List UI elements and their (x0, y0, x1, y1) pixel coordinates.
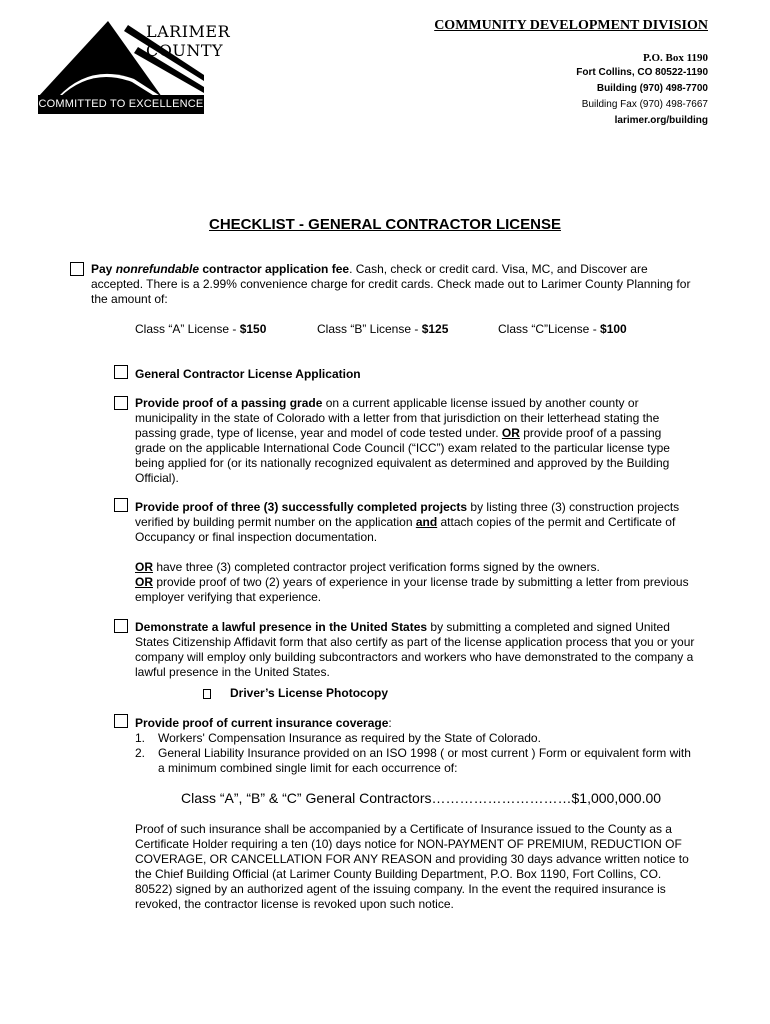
application-label: General Contractor License Application (135, 367, 361, 381)
checkbox-insurance[interactable] (114, 714, 128, 728)
checkbox-application[interactable] (114, 365, 128, 379)
checkbox-drivers-license[interactable] (203, 689, 211, 699)
logo-line-2: COUNTY (146, 41, 224, 60)
logo-line-1: LARIMER (146, 22, 231, 41)
website: larimer.org/building (614, 115, 708, 126)
lawful-presence-text: Demonstrate a lawful presence in the United States by submitting a completed and signed United States Citizenship Affidavit form that also certify as part of the license application process that you or your company will employ only building subcontractors and workers who have demonstrated to the company a lawful presence in the United States. (135, 620, 695, 679)
checkbox-projects[interactable] (114, 498, 128, 512)
class-a-fee: Class “A” License - $150 (135, 322, 267, 336)
class-b-fee: Class “B” License - $125 (317, 322, 449, 336)
class-c-fee: Class “C”License - $100 (498, 322, 627, 336)
passing-grade-text: Provide proof of a passing grade on a current applicable license issued by another county or municipality in the state of Colorado with a letter from that jurisdiction on their letterhead stating the passing grade, type of license, year and model of code tested under. OR provide proof of a passing grade on the applicable International Code Council (“ICC”) exam related to the particular license type being applied for (or its nationally recognized equivalent as determined and approved by the Building Official). (135, 396, 670, 485)
checkbox-fee[interactable] (70, 262, 84, 276)
insurance-item-2: General Liability Insurance provided on an ISO 1998 ( or most current ) Form or equivalent form with a minimum combined single limit for each occurrence of: (158, 746, 691, 775)
insurance-item-1: Workers' Compensation Insurance as required by the State of Colorado. (158, 731, 541, 745)
drivers-license-label: Driver’s License Photocopy (230, 686, 389, 700)
checkbox-lawful-presence[interactable] (114, 619, 128, 633)
po-box: P.O. Box 1190 (643, 52, 708, 64)
projects-text: Provide proof of three (3) successfully completed projects by listing three (3) construction projects verified by building permit number on the application and attach copies of the permit and Certificate of Occupancy or final inspection documentation. (135, 500, 680, 544)
insurance-heading: Provide proof of current insurance coverage: (135, 716, 392, 730)
building-fax: Building Fax (970) 498-7667 (581, 99, 708, 110)
page-title: CHECKLIST - GENERAL CONTRACTOR LICENSE (209, 216, 561, 233)
checkbox-passing-grade[interactable] (114, 396, 128, 410)
insurance-item-2-number: 2. (135, 746, 146, 760)
insurance-item-1-number: 1. (135, 731, 146, 745)
insurance-limit: Class “A”, “B” & “C” General Contractors…………………………$1,000,000.00 (181, 790, 662, 806)
insurance-proof-text: Proof of such insurance shall be accompanied by a Certificate of Insurance issued to the County as a Certificate Holder requiring a ten (10) days notice for NON-PAYMENT OF PREMIUM, REDUCTION OF COVERAGE, OR CANCELLATION FOR ANY REASON and providing 30 days advance written notice to the Chief Building Official (at Larimer County Building Department, P.O. Box 1190, Fort Collins, CO. 80522) signed by an authorized agent of the issuing company. In the event the required insurance is revoked, the contractor license is revoked upon such notice. (135, 822, 689, 911)
division-heading: COMMUNITY DEVELOPMENT DIVISION (434, 18, 708, 33)
projects-alternatives: OR have three (3) completed contractor project verification forms signed by the owners. OR provide proof of two (2) years of experience in your license trade by submitting a letter from previous employer verifying that experience. (135, 560, 689, 604)
logo-tagline: COMMITTED TO EXCELLENCE (38, 95, 204, 114)
city-address: Fort Collins, CO 80522-1190 (576, 67, 708, 78)
building-phone: Building (970) 498-7700 (596, 83, 708, 94)
fee-text: Pay nonrefundable contractor application fee. Cash, check or credit card. Visa, MC, and Discover are accepted. There is a 2.99% convenience charge for credit cards. Check made out to Larimer County Planning for the amount of: (91, 262, 691, 306)
logo-text (146, 22, 230, 60)
